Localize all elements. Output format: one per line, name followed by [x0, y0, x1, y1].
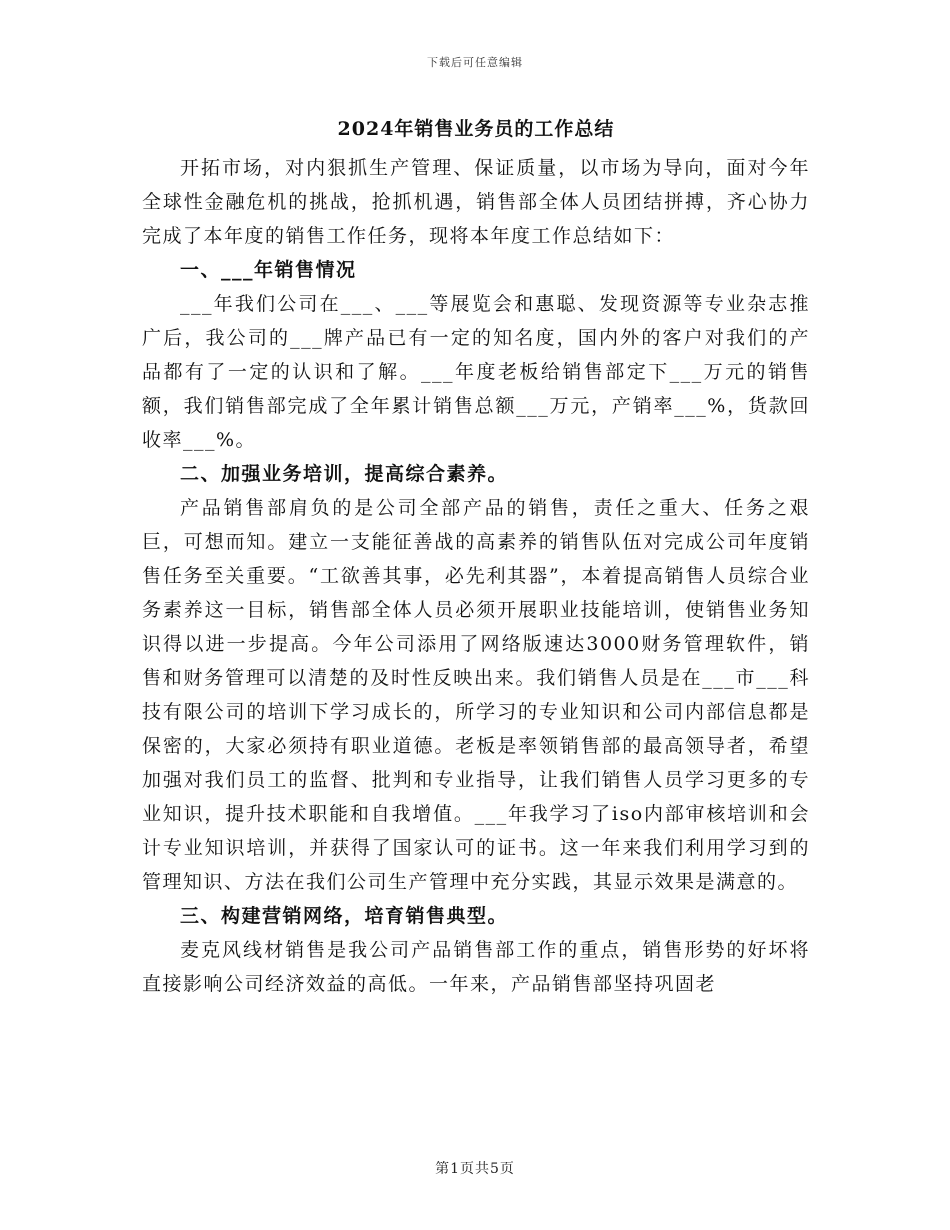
document-title: 2024年销售业务员的工作总结 — [337, 118, 615, 140]
section-1-paragraph: ___年我们公司在___、___等展览会和惠聪、发现资源等专业杂志推广后，我公司的___牌产品已有一定的知名度，国内外的客户对我们的产品都有了一定的认识和了解。___年度老板给销售部定下___万元的销售额，我们销售部完成了全年累计销售总额___万元，产销率___%，货款回收率___%。 — [142, 293, 810, 451]
section-2-paragraph: 产品销售部肩负的是公司全部产品的销售，责任之重大、任务之艰巨，可想而知。建立一支能征善战的高素养的销售队伍对完成公司年度销售任务至关重要。“工欲善其事，必先利其器”，本着提高销售人员综合业务素养这一目标，销售部全体人员必须开展职业技能培训，使销售业务知识得以进一步提高。今年公司添用了网络版速达3000财务管理软件，销售和财务管理可以清楚的及时性反映出来。我们销售人员是在___市___科技有限公司的培训下学习成长的，所学习的专业知识和公司内部信息都是保密的，大家必须持有职业道德。老板是率领销售部的最高领导者，希望加强对我们员工的监督、批判和专业指导，让我们销售人员学习更多的专业知识，提升技术职能和自我增值。___年我学习了iso内部审核培训和会计专业知识培训，并获得了国家认可的证书。这一年来我们利用学习到的管理知识、方法在我们公司生产管理中充分实践，其显示效果是满意的。 — [142, 497, 810, 893]
page-footer: 第1页共5页 — [435, 1161, 515, 1177]
section-heading-1: 一、___年销售情况 — [180, 259, 357, 281]
intro-paragraph: 开拓市场，对内狠抓生产管理、保证质量，以市场为导向，面对今年全球性金融危机的挑战，抢抓机遇，销售部全体人员团结拼搏，齐心协力完成了本年度的销售工作任务，现将本年度工作总结如下： — [142, 157, 810, 247]
section-heading-2: 二、加强业务培训，提高综合素养。 — [180, 463, 509, 485]
section-heading-3: 三、构建营销网络，培育销售典型。 — [180, 905, 509, 927]
section-3-paragraph: 麦克风线材销售是我公司产品销售部工作的重点，销售形势的好坏将直接影响公司经济效益的高低。一年来，产品销售部坚持巩固老 — [142, 939, 810, 995]
page-header: 下载后可任意编辑 — [427, 56, 523, 69]
document-body — [142, 114, 810, 1001]
